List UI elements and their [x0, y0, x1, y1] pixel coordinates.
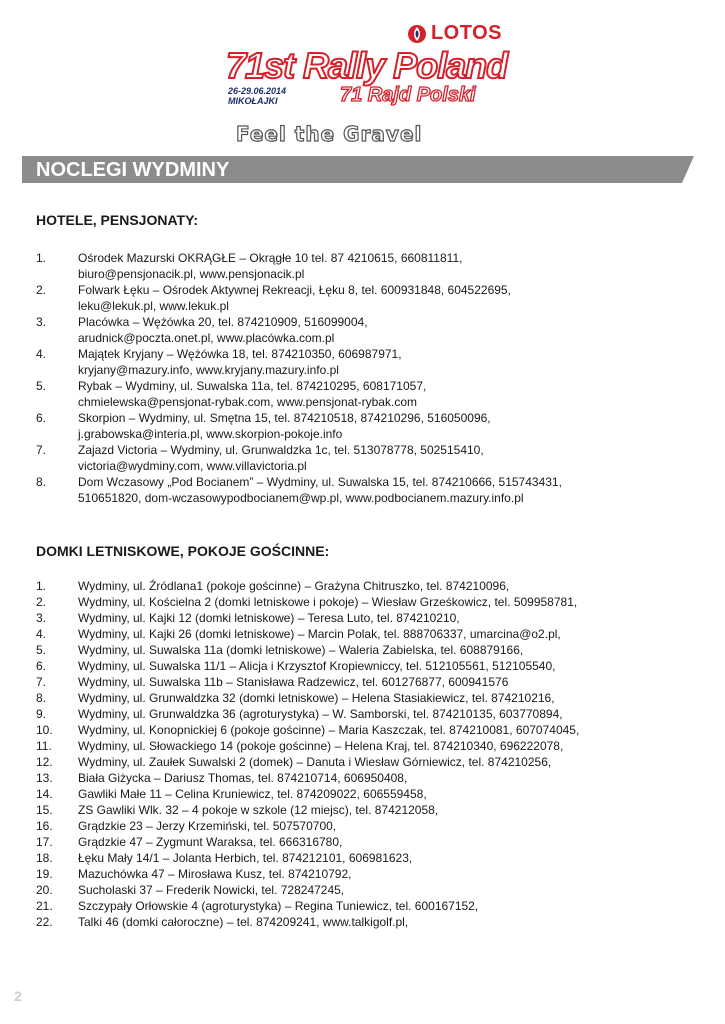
item-line: Ośrodek Mazurski OKRĄGŁE – Okrągłe 10 tel. 87 4210615, 660811811,: [78, 251, 463, 265]
list-item: [36, 706, 696, 722]
item-text: Sucholaski 37 – Frederik Nowicki, tel. 728247245,: [78, 883, 345, 897]
item-number: 10.: [36, 723, 53, 737]
item-number: 6.: [36, 659, 47, 673]
page-title: NOCLEGI WYDMINY: [36, 159, 230, 181]
item-text: Łęku Mały 14/1 – Jolanta Herbich, tel. 874212101, 606981623,: [78, 851, 413, 865]
item-text: Wydminy, ul. Kajki 26 (domki letniskowe) – Marcin Polak, tel. 888706337, umarcina@o2.pl,: [78, 627, 561, 641]
item-number: 16.: [36, 819, 53, 833]
item-number: 2.: [36, 283, 47, 297]
item-number: 14.: [36, 787, 53, 801]
item-text: Wydminy, ul. Suwalska 11b – Stanisława Radzewicz, tel. 601276877, 600941576: [78, 675, 509, 689]
list-item: [36, 642, 696, 658]
item-number: 3.: [36, 611, 47, 625]
item-text: Wydminy, ul. Konopnickiej 6 (pokoje gościnne) – Maria Kaszczak, tel. 874210081, 607074045,: [78, 723, 580, 737]
page-number: 2: [14, 988, 22, 1004]
item-text: Wydminy, ul. Zaułek Suwalski 2 (domek) – Danuta i Wiesław Górniewicz, tel. 874210256,: [78, 755, 552, 769]
item-line: arudnick@poczta.onet.pl, www.placówka.com.pl: [78, 331, 335, 345]
item-number: 3.: [36, 315, 47, 329]
list-item: [36, 578, 696, 594]
item-number: 9.: [36, 707, 47, 721]
list-item: [36, 898, 696, 914]
item-number: 1.: [36, 251, 47, 265]
item-line: kryjany@mazury.info, www.kryjany.mazury.info.pl: [78, 363, 339, 377]
list-item: [36, 802, 696, 818]
event-dates: 26-29.06.2014: [228, 86, 287, 96]
list-item: [36, 474, 696, 506]
tagline: Feel the Gravel: [236, 122, 423, 146]
item-number: 18.: [36, 851, 53, 865]
list-item: [36, 786, 696, 802]
event-title: 71st Rally Poland: [226, 45, 508, 86]
item-line: Majątek Kryjany – Wężówka 18, tel. 874210350, 606987971,: [78, 347, 402, 361]
item-line: leku@lekuk.pl, www.lekuk.pl: [78, 299, 229, 313]
item-number: 5.: [36, 379, 47, 393]
item-number: 21.: [36, 899, 53, 913]
list-item: [36, 658, 696, 674]
item-text: Wydminy, ul. Grunwaldzka 36 (agroturystyka) – W. Samborski, tel. 874210135, 603770894,: [78, 707, 563, 721]
lotos-brand: [407, 22, 502, 45]
item-text: Wydminy, ul. Źródlana1 (pokoje gościnne) – Grażyna Chitruszko, tel. 874210096,: [78, 579, 510, 593]
brand-name: LOTOS: [430, 22, 502, 44]
item-line: biuro@pensjonacik.pl, www.pensjonacik.pl: [78, 267, 305, 281]
event-subtitle: 71 Rajd Polski: [340, 84, 476, 106]
item-text: Biała Giżycka – Dariusz Thomas, tel. 874210714, 606950408,: [78, 771, 408, 785]
item-number: 17.: [36, 835, 53, 849]
item-text: Wydminy, ul. Kościelna 2 (domki letniskowe i pokoje) – Wiesław Grześkowicz, tel. 509958781,: [78, 595, 578, 609]
item-number: 8.: [36, 475, 47, 489]
list-item: [36, 722, 696, 738]
list-item: [36, 410, 696, 442]
item-number: 11.: [36, 739, 52, 753]
item-line: Zajazd Victoria – Wydminy, ul. Grunwaldzka 1c, tel. 513078778, 502515410,: [78, 443, 484, 457]
list-item: [36, 674, 696, 690]
item-line: 510651820, dom-wczasowypodbocianem@wp.pl, www.podbocianem.mazury.info.pl: [78, 491, 524, 505]
item-text: Grądzkie 47 – Zygmunt Waraksa, tel. 666316780,: [78, 835, 343, 849]
item-line: Skorpion – Wydminy, ul. Smętna 15, tel. 874210518, 874210296, 516050096,: [78, 411, 491, 425]
list-item: [36, 770, 696, 786]
lotos-flower-icon: [407, 24, 427, 44]
list-item: [36, 866, 696, 882]
cottages-heading: DOMKI LETNISKOWE, POKOJE GOŚCINNE:: [36, 543, 330, 559]
list-item: [36, 818, 696, 834]
item-text: ZS Gawliki Wlk. 32 – 4 pokoje w szkole (12 miejsc), tel. 874212058,: [78, 803, 439, 817]
item-text: Wydminy, ul. Słowackiego 14 (pokoje gościnne) – Helena Kraj, tel. 874210340, 696222078,: [78, 739, 564, 753]
item-text: Wydminy, ul. Suwalska 11a (domki letniskowe) – Waleria Zabielska, tel. 608879166,: [78, 643, 524, 657]
list-item: [36, 754, 696, 770]
list-item: [36, 834, 696, 850]
list-item: [36, 250, 696, 282]
hotels-list: [36, 250, 696, 506]
list-item: [36, 882, 696, 898]
item-text: Wydminy, ul. Kajki 12 (domki letniskowe) – Teresa Luto, tel. 874210210,: [78, 611, 460, 625]
list-item: [36, 314, 696, 346]
list-item: [36, 914, 696, 930]
item-number: 7.: [36, 443, 47, 457]
section-banner-tip: [682, 156, 694, 183]
item-number: 19.: [36, 867, 53, 881]
rally-logo: [222, 22, 508, 114]
hotels-heading: HOTELE, PENSJONATY:: [36, 212, 199, 228]
item-number: 22.: [36, 915, 53, 929]
item-line: Rybak – Wydminy, ul. Suwalska 11a, tel. 874210295, 608171057,: [78, 379, 427, 393]
list-item: [36, 378, 696, 410]
item-line: Placówka – Wężówka 20, tel. 874210909, 516099004,: [78, 315, 368, 329]
item-number: 7.: [36, 675, 47, 689]
list-item: [36, 690, 696, 706]
item-text: Szczypały Orłowskie 4 (agroturystyka) – Regina Tuniewicz, tel. 600167152,: [78, 899, 479, 913]
item-text: Gawliki Małe 11 – Celina Kruniewicz, tel. 874209022, 606559458,: [78, 787, 427, 801]
item-line: Dom Wczasowy „Pod Bocianem” – Wydminy, ul. Suwalska 15, tel. 874210666, 515743431,: [78, 475, 562, 489]
list-item: [36, 738, 696, 754]
list-item: [36, 626, 696, 642]
list-item: [36, 282, 696, 314]
item-number: 4.: [36, 627, 47, 641]
item-number: 5.: [36, 643, 47, 657]
item-text: Grądzkie 23 – Jerzy Krzemiński, tel. 507570700,: [78, 819, 337, 833]
item-number: 15.: [36, 803, 53, 817]
item-text: Wydminy, ul. Grunwaldzka 32 (domki letniskowe) – Helena Stasiakiewicz, tel. 874210216,: [78, 691, 555, 705]
item-line: chmielewska@pensjonat-rybak.com, www.pensjonat-rybak.com: [78, 395, 417, 409]
list-item: [36, 610, 696, 626]
list-item: [36, 850, 696, 866]
list-item: [36, 442, 696, 474]
item-text: Mazuchówka 47 – Mirosława Kusz, tel. 874210792,: [78, 867, 352, 881]
event-dates-location: [228, 86, 286, 106]
list-item: [36, 346, 696, 378]
cottages-list: [36, 578, 696, 930]
item-number: 4.: [36, 347, 47, 361]
list-item: [36, 594, 696, 610]
item-number: 12.: [36, 755, 53, 769]
item-text: Talki 46 (domki całoroczne) – tel. 874209241, www.talkigolf.pl,: [78, 915, 409, 929]
event-location: MIKOŁAJKI: [228, 96, 278, 106]
item-number: 1.: [36, 579, 47, 593]
item-number: 2.: [36, 595, 47, 609]
item-line: victoria@wydminy.com, www.villavictoria.pl: [78, 459, 307, 473]
item-number: 20.: [36, 883, 53, 897]
item-number: 6.: [36, 411, 47, 425]
item-line: j.grabowska@interia.pl, www.skorpion-pokoje.info: [78, 427, 343, 441]
item-text: Wydminy, ul. Suwalska 11/1 – Alicja i Krzysztof Kropiewniccy, tel. 512105561, 512105540,: [78, 659, 556, 673]
item-line: Folwark Łęku – Ośrodek Aktywnej Rekreacji, Łęku 8, tel. 600931848, 604522695,: [78, 283, 511, 297]
item-number: 13.: [36, 771, 53, 785]
item-number: 8.: [36, 691, 47, 705]
